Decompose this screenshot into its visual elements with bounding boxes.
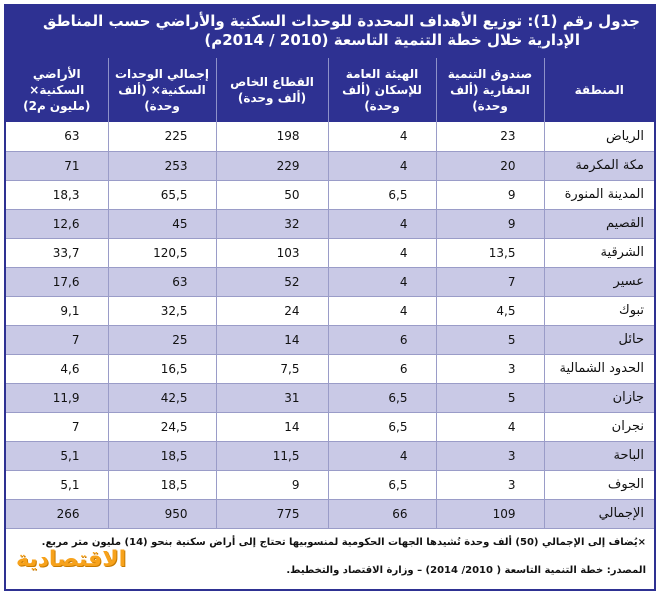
cell-fund: 20 bbox=[436, 151, 544, 180]
cell-authority: 6 bbox=[328, 325, 436, 354]
cell-total-units: 63 bbox=[108, 267, 216, 296]
cell-region: الرياض bbox=[544, 122, 654, 151]
cell-land: 17,6 bbox=[6, 267, 108, 296]
cell-land: 11,9 bbox=[6, 383, 108, 412]
header-land: الأراضي السكنية× (مليون م2) bbox=[6, 58, 108, 122]
source-note: المصدر: خطة التنمية التاسعة ( 2010/ 2014) – وزارة الاقتصاد والتخطيط. bbox=[286, 564, 646, 576]
cell-private: 52 bbox=[216, 267, 328, 296]
cell-land: 5,1 bbox=[6, 470, 108, 499]
header-private: القطاع الخاص (ألف وحدة) bbox=[216, 58, 328, 122]
cell-fund: 5 bbox=[436, 383, 544, 412]
cell-region: المدينة المنورة bbox=[544, 180, 654, 209]
table-row bbox=[6, 499, 654, 528]
table-footer bbox=[6, 529, 654, 589]
cell-authority: 4 bbox=[328, 122, 436, 151]
cell-private: 11,5 bbox=[216, 441, 328, 470]
cell-region: الحدود الشمالية bbox=[544, 354, 654, 383]
table-row bbox=[6, 441, 654, 470]
table-row bbox=[6, 325, 654, 354]
data-table bbox=[6, 58, 654, 529]
table-row bbox=[6, 354, 654, 383]
cell-private: 7,5 bbox=[216, 354, 328, 383]
table-row bbox=[6, 180, 654, 209]
cell-authority: 4 bbox=[328, 267, 436, 296]
cell-fund: 23 bbox=[436, 122, 544, 151]
cell-private: 14 bbox=[216, 412, 328, 441]
cell-region: نجران bbox=[544, 412, 654, 441]
table-row bbox=[6, 238, 654, 267]
cell-fund: 4 bbox=[436, 412, 544, 441]
cell-total-units: 18,5 bbox=[108, 441, 216, 470]
cell-private: 198 bbox=[216, 122, 328, 151]
cell-total-units: 32,5 bbox=[108, 296, 216, 325]
cell-total-units: 253 bbox=[108, 151, 216, 180]
cell-private: 775 bbox=[216, 499, 328, 528]
cell-private: 32 bbox=[216, 209, 328, 238]
cell-private: 50 bbox=[216, 180, 328, 209]
table-body bbox=[6, 122, 654, 528]
cell-land: 4,6 bbox=[6, 354, 108, 383]
table-row bbox=[6, 383, 654, 412]
table-row bbox=[6, 267, 654, 296]
cell-authority: 4 bbox=[328, 151, 436, 180]
cell-total-units: 24,5 bbox=[108, 412, 216, 441]
cell-total-units: 16,5 bbox=[108, 354, 216, 383]
cell-authority: 6 bbox=[328, 354, 436, 383]
cell-authority: 6,5 bbox=[328, 383, 436, 412]
cell-region: الجوف bbox=[544, 470, 654, 499]
table-frame bbox=[4, 4, 656, 591]
cell-region: حائل bbox=[544, 325, 654, 354]
cell-fund: 4,5 bbox=[436, 296, 544, 325]
cell-land: 266 bbox=[6, 499, 108, 528]
header-total-units: إجمالي الوحدات السكنية× (ألف وحدة) bbox=[108, 58, 216, 122]
header-fund: صندوق التنمية العقارية (ألف وحدة) bbox=[436, 58, 544, 122]
cell-region: الشرقية bbox=[544, 238, 654, 267]
title-line-2: الإدارية خلال خطة التنمية التاسعة (2010 / 2014م) bbox=[204, 31, 580, 49]
cell-total-units: 25 bbox=[108, 325, 216, 354]
cell-region: تبوك bbox=[544, 296, 654, 325]
cell-land: 63 bbox=[6, 122, 108, 151]
cell-authority: 4 bbox=[328, 441, 436, 470]
header-row bbox=[6, 58, 654, 122]
cell-authority: 6,5 bbox=[328, 470, 436, 499]
cell-region: القصيم bbox=[544, 209, 654, 238]
cell-land: 71 bbox=[6, 151, 108, 180]
cell-fund: 9 bbox=[436, 180, 544, 209]
cell-authority: 4 bbox=[328, 209, 436, 238]
cell-region: جازان bbox=[544, 383, 654, 412]
footnote: ×يُضاف إلى الإجمالي (50) ألف وحدة تُشيدها الجهات الحكومية لمنسوبيها تحتاج إلى أراض سكنية بنحو (14) مليون متر مربع. bbox=[41, 536, 646, 548]
cell-total-units: 120,5 bbox=[108, 238, 216, 267]
cell-fund: 13,5 bbox=[436, 238, 544, 267]
cell-private: 229 bbox=[216, 151, 328, 180]
table-row bbox=[6, 122, 654, 151]
cell-fund: 3 bbox=[436, 354, 544, 383]
table-row bbox=[6, 296, 654, 325]
cell-total-units: 225 bbox=[108, 122, 216, 151]
table-title bbox=[6, 6, 654, 58]
cell-land: 7 bbox=[6, 412, 108, 441]
title-line-1: جدول رقم (1): توزيع الأهداف المحددة للوحدات السكنية والأراضي حسب المناطق bbox=[43, 12, 640, 30]
cell-region: الإجمالي bbox=[544, 499, 654, 528]
header-region: المنطقة bbox=[544, 58, 654, 122]
table-row bbox=[6, 412, 654, 441]
table-row bbox=[6, 151, 654, 180]
cell-region: عسير bbox=[544, 267, 654, 296]
logo: الاقتصادية bbox=[16, 546, 127, 572]
cell-land: 18,3 bbox=[6, 180, 108, 209]
cell-fund: 7 bbox=[436, 267, 544, 296]
cell-private: 24 bbox=[216, 296, 328, 325]
cell-fund: 3 bbox=[436, 470, 544, 499]
cell-fund: 5 bbox=[436, 325, 544, 354]
cell-land: 7 bbox=[6, 325, 108, 354]
cell-total-units: 950 bbox=[108, 499, 216, 528]
cell-private: 103 bbox=[216, 238, 328, 267]
cell-fund: 9 bbox=[436, 209, 544, 238]
cell-land: 9,1 bbox=[6, 296, 108, 325]
cell-fund: 109 bbox=[436, 499, 544, 528]
cell-authority: 66 bbox=[328, 499, 436, 528]
table-row bbox=[6, 470, 654, 499]
cell-authority: 6,5 bbox=[328, 412, 436, 441]
cell-land: 33,7 bbox=[6, 238, 108, 267]
cell-region: الباحة bbox=[544, 441, 654, 470]
cell-authority: 6,5 bbox=[328, 180, 436, 209]
header-authority: الهيئة العامة للإسكان (ألف وحدة) bbox=[328, 58, 436, 122]
cell-land: 5,1 bbox=[6, 441, 108, 470]
cell-authority: 4 bbox=[328, 296, 436, 325]
cell-private: 14 bbox=[216, 325, 328, 354]
cell-total-units: 45 bbox=[108, 209, 216, 238]
cell-total-units: 42,5 bbox=[108, 383, 216, 412]
cell-region: مكة المكرمة bbox=[544, 151, 654, 180]
cell-private: 31 bbox=[216, 383, 328, 412]
cell-total-units: 65,5 bbox=[108, 180, 216, 209]
cell-authority: 4 bbox=[328, 238, 436, 267]
cell-private: 9 bbox=[216, 470, 328, 499]
cell-total-units: 18,5 bbox=[108, 470, 216, 499]
table-row bbox=[6, 209, 654, 238]
cell-land: 12,6 bbox=[6, 209, 108, 238]
cell-fund: 3 bbox=[436, 441, 544, 470]
